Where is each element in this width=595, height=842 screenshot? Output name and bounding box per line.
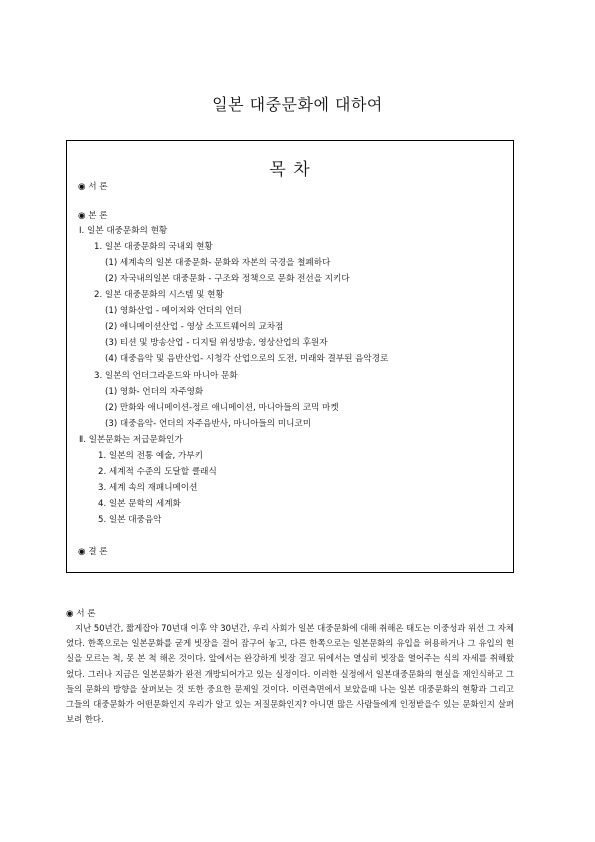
toc-entry-1-1: 1. 일본 대중문화의 국내외 현황 bbox=[94, 242, 213, 252]
toc-entry-1-2-1: (1) 영화산업 - 메이저와 언더의 언더 bbox=[105, 306, 242, 316]
toc-entry-1-3-3: (3) 대중음악- 언더의 자주음반사, 마니아들의 미니코미 bbox=[105, 419, 311, 429]
toc-entry-conclusion: ◉ 결 론 bbox=[78, 547, 108, 557]
document-title: 일본 대중문화에 대하여 bbox=[212, 95, 383, 114]
toc-entry-1-3-2: (2) 만화와 애니메이션-정르 애니메이션, 마니아들의 코믹 마켓 bbox=[105, 403, 339, 413]
toc-entry-1-3: 3. 일본의 언더그라운드와 마니아 문화 bbox=[94, 371, 238, 381]
toc-entry-part-2: Ⅱ. 일본문화는 저급문화인가 bbox=[79, 435, 183, 445]
toc-entry-intro: ◉ 서 론 bbox=[78, 182, 108, 192]
toc-entry-2-1: 1. 일본의 전통 예술, 가부키 bbox=[98, 451, 203, 461]
toc-entry-1-2-4: (4) 대중음악 및 음반산업- 시청각 산업으로의 도전, 미래와 결부된 음악경로 bbox=[105, 354, 389, 364]
toc-entry-part-1: Ⅰ. 일본 대중문화의 현황 bbox=[79, 226, 168, 236]
toc-entry-1-2-2: (2) 애니메이션산업 - 영상 소프트웨어의 교차점 bbox=[105, 322, 284, 332]
toc-entry-1-3-1: (1) 영화- 언더의 자주영화 bbox=[105, 387, 204, 397]
toc-entry-2-2: 2. 세계적 수준의 도달할 클래식 bbox=[98, 467, 217, 477]
toc-entry-2-4: 4. 일본 문학의 세계화 bbox=[98, 499, 181, 509]
toc-entry-1-1-2: (2) 자국내의일본 대중문화 - 구조와 정책으로 문화 전선을 지키다 bbox=[105, 274, 350, 284]
toc-entry-1-1-1: (1) 세계속의 일본 대중문화- 문화와 자본의 국경을 철폐하다 bbox=[105, 258, 331, 268]
table-of-contents bbox=[66, 140, 514, 573]
toc-entry-body: ◉ 본 론 bbox=[78, 211, 108, 221]
toc-entry-1-2: 2. 일본 대중문화의 시스템 및 현황 bbox=[94, 290, 224, 300]
toc-entry-2-5: 5. 일본 대중음악 bbox=[98, 515, 162, 525]
toc-heading: 목 차 bbox=[269, 160, 311, 180]
introduction-heading: ◉ 서 론 bbox=[66, 609, 96, 619]
introduction-paragraph: 지난 50년간, 짧게잡아 70년대 이후 약 30년간, 우리 사회가 일본 대중문화에 대해 취해온 태도는 이중성과 위선 그 자체였다. 한쪽으로는 일본문화를 굳게 빗장을 걸어 잠구어 놓고, 다른 한쪽으로는 일본문화의 유입을 허용하거나 그 유입의 현실을 모르는 척, 못 본 척 해온 것이다. 앞에서는 완강하게 빗장 걸고 뒤에서는 열심히 빗장을 열어주는 식의 자세를 취해왔었다. 그러나 지금은 일본문화가 완전 개방되어가고 있는 실정이다. 이러한 실정에서 일본대중문화의 현실을 재인식하고 그들의 문화의 방향을 살펴보는 것 또한 중요한 문제일 것이다. 이런측면에서 보았을때 나는 일본 대중문화의 현황과 그리고 그들의 대중문화가 어떤문화인지 우리가 알고 있는 저질문화인지? 아니면 많은 사람들에게 인정받을수 있는 문화인지 살펴보려 한다. bbox=[66, 623, 514, 725]
toc-entry-2-3: 3. 세계 속의 재패니메이션 bbox=[98, 483, 198, 493]
toc-entry-1-2-3: (3) 티션 및 방송산업 - 디지털 위성방송, 영상산업의 후원자 bbox=[105, 338, 328, 348]
